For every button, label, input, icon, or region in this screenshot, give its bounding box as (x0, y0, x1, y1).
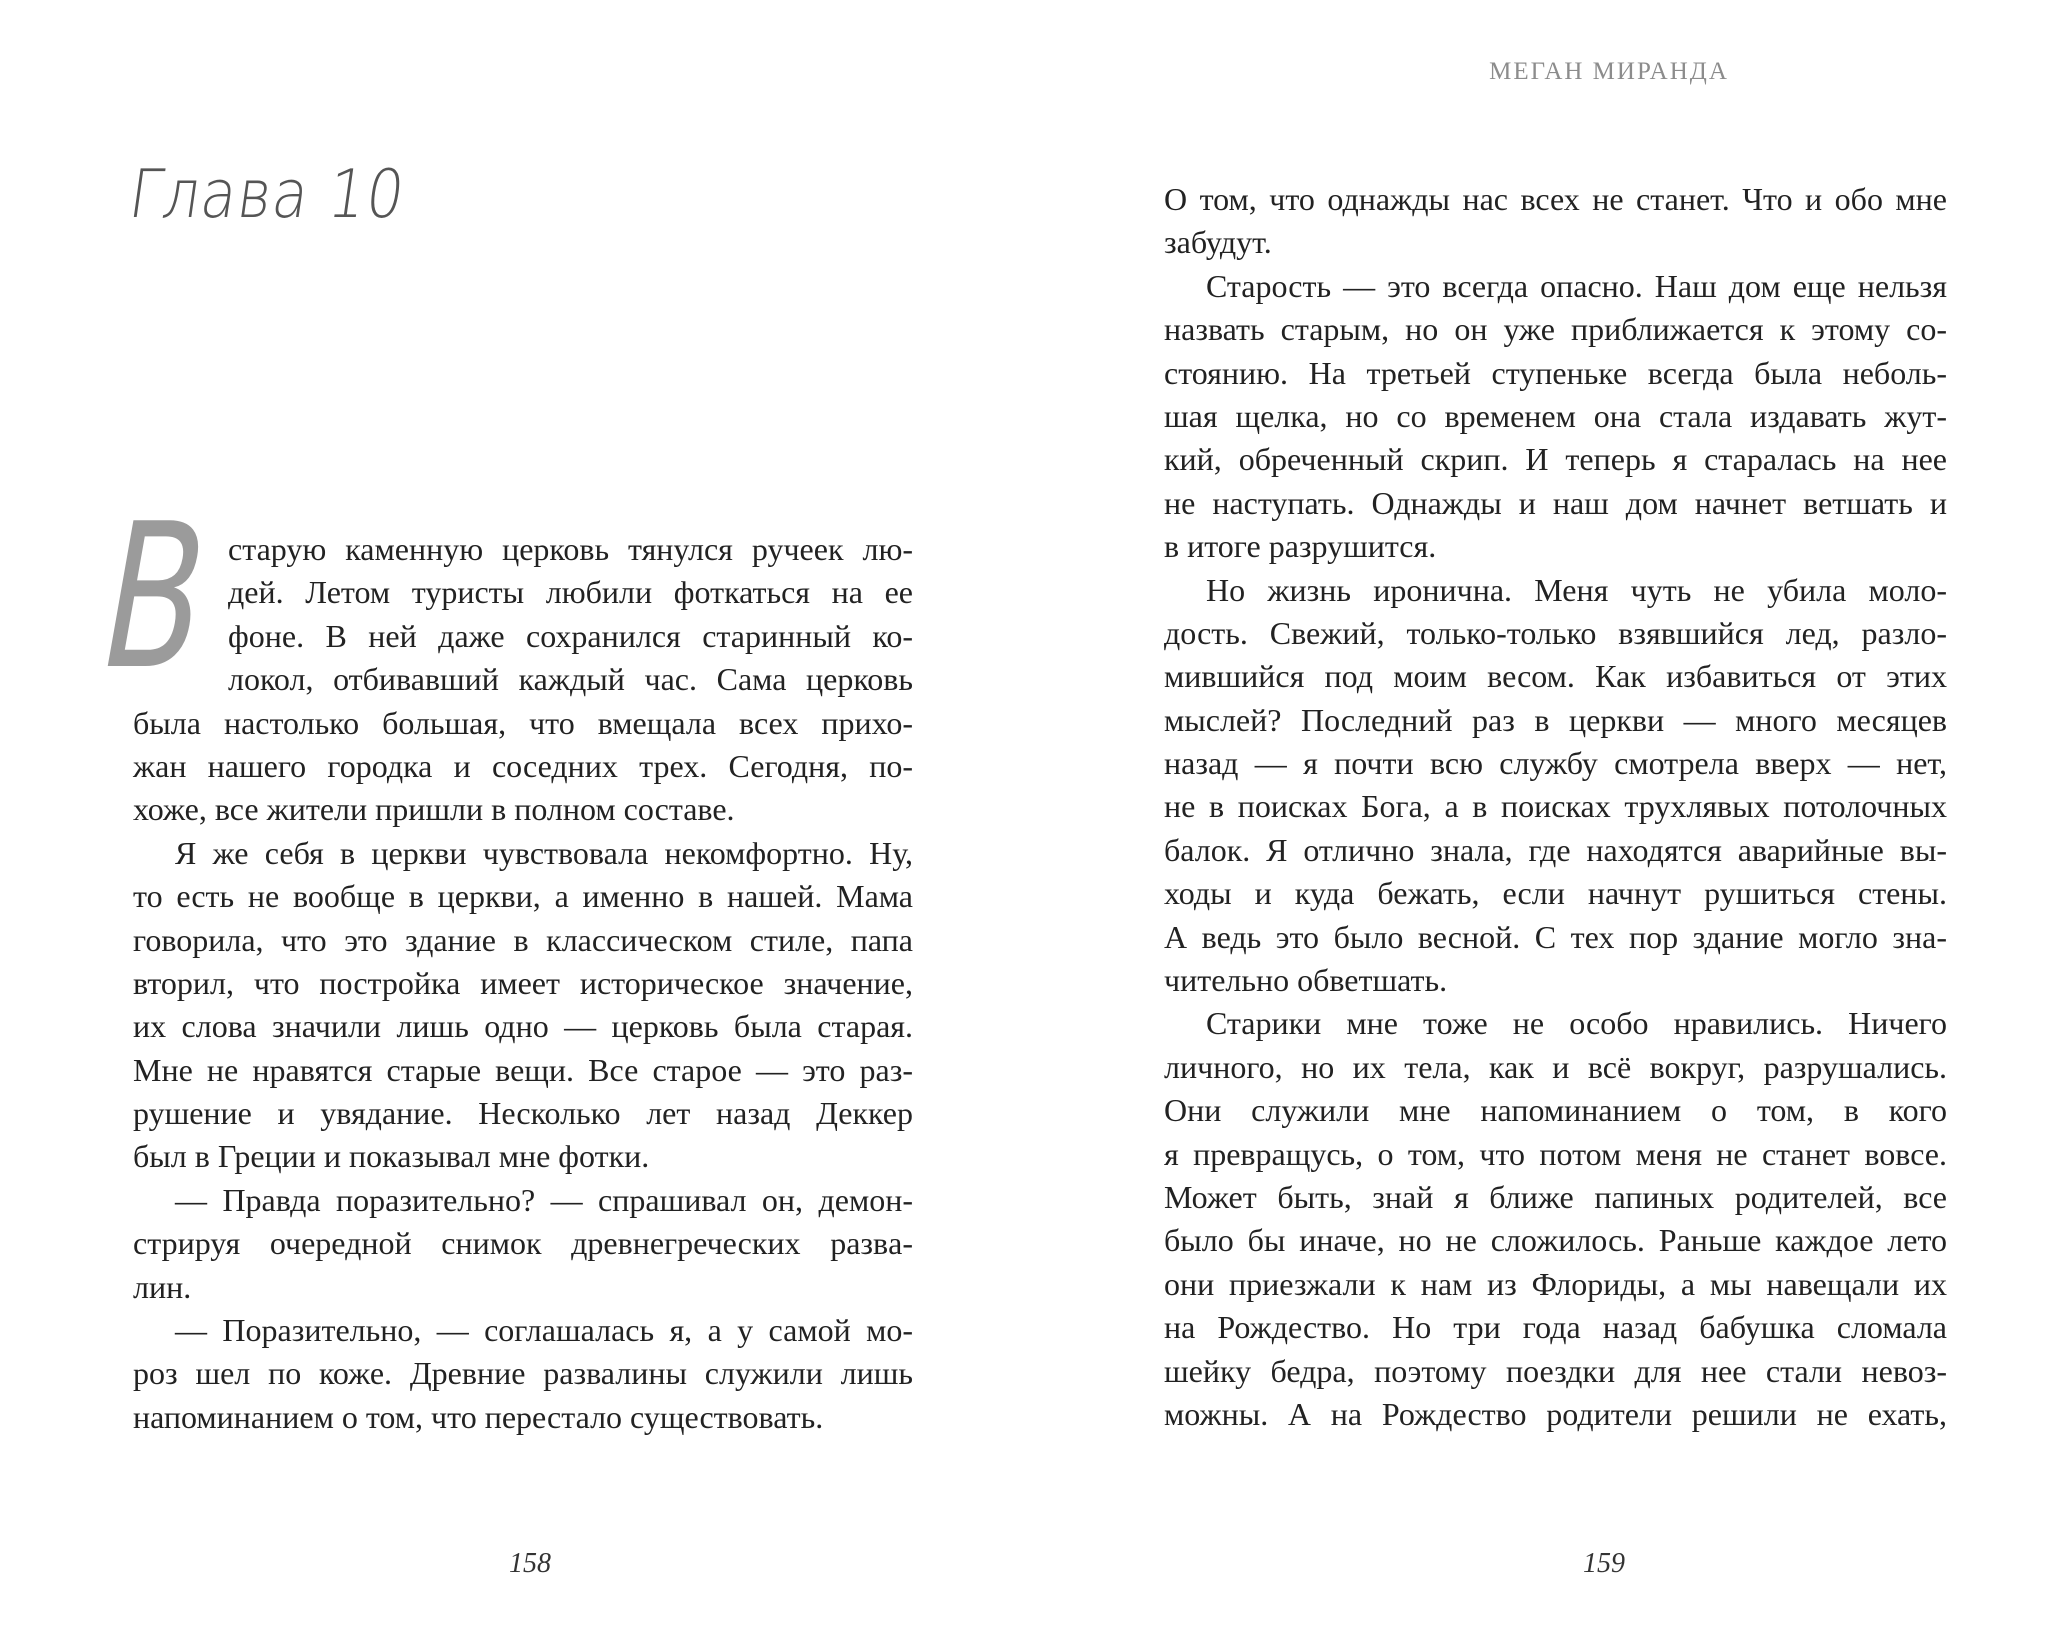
text-line: напоминанием о том, что перестало существовать. (133, 1398, 824, 1435)
text-line: роз шел по коже. Древние развалины служили лишь (133, 1355, 913, 1392)
text-line: жан нашего городка и соседних трех. Сегодня, по- (133, 747, 913, 784)
text-line: в итоге разрушится. (1164, 528, 1437, 565)
text-line: чительно обветшать. (1164, 962, 1448, 999)
text-line: не в поисках Бога, а в поисках трухлявых потолочных (1164, 788, 1947, 825)
text-line: дость. Свежий, только-только взявшийся лед, разло- (1164, 614, 1947, 651)
page-number: 159 (1583, 1548, 1625, 1579)
text-line: рушение и увядание. Несколько лет назад Деккер (133, 1095, 913, 1132)
text-line: стрируя очередной снимок древнегреческих развa- (133, 1225, 913, 1262)
text-line: — Правда поразительно? — спрашивал он, демон- (175, 1181, 913, 1218)
text-line: Может быть, знай я ближе папиных родителей, все (1164, 1178, 1947, 1215)
text-line: — Поразительно, — соглашалась я, а у самой мо- (175, 1312, 913, 1349)
text-line: хоже, все жители пришли в полном составе. (133, 791, 735, 828)
text-line: Старость — это всегда опасно. Наш дом еще нельзя (1206, 267, 1947, 304)
text-line: фоне. В ней даже сохранился старинный ко- (228, 617, 913, 654)
text-line: я превращусь, о том, что потом меня не станет вовсе. (1164, 1135, 1947, 1172)
text-line: не наступать. Однажды и наш дом начнет ветшать и (1164, 484, 1947, 521)
text-line: шая щелка, но со временем она стала издавать жут- (1164, 397, 1947, 434)
text-line: А ведь это было весной. С тех пор здание могло зна- (1164, 918, 1947, 955)
running-head: МЕГАН МИРАНДА (1489, 58, 1729, 85)
text-line: то есть не вообще в церкви, а именно в нашей. Мама (133, 878, 913, 915)
text-line: личного, но их тела, как и всё вокруг, разрушались. (1164, 1048, 1947, 1085)
text-line: на Рождество. Но три года назад бабушка сломала (1164, 1309, 1947, 1346)
text-line: мившийся под моим весом. Как избавиться от этих (1164, 658, 1947, 695)
page-number: 158 (509, 1548, 551, 1579)
text-line: Старики мне тоже не особо нравились. Ничего (1206, 1005, 1947, 1042)
text-line: ходы и куда бежать, если начнут рушиться стены. (1164, 875, 1947, 912)
drop-cap: В (85, 481, 226, 714)
text-line: Мне не нравятся старые вещи. Все старое — это раз- (133, 1051, 913, 1088)
text-line: было бы иначе, но не сложилось. Раньше каждое лето (1164, 1222, 1947, 1259)
right-page (1024, 0, 2048, 1638)
text-line: локол, отбивавший каждый час. Сама церковь (228, 661, 913, 698)
left-body-text (133, 528, 913, 1439)
text-line: кий, обреченный скрип. И теперь я старалась на нее (1164, 441, 1947, 478)
chapter-title: Глава 10 (124, 154, 411, 234)
text-line: назвать старым, но он уже приближается к этому со- (1164, 311, 1947, 348)
text-line: мыслей? Последний раз в церкви — много месяцев (1164, 701, 1947, 738)
text-line: они приезжали к нам из Флориды, а мы навещали их (1164, 1265, 1947, 1302)
text-line: Но жизнь иронична. Меня чуть не убила моло- (1206, 571, 1947, 608)
text-line: шейку бедра, поэтому поездки для нее стали невоз- (1164, 1352, 1947, 1389)
text-line: назад — я почти всю службу смотрела вверх — нет, (1164, 745, 1947, 782)
text-line: стоянию. На третьей ступеньке всегда была неболь- (1164, 354, 1947, 391)
text-line: Они служили мне напоминанием о том, в кого (1164, 1092, 1947, 1129)
text-line: вторил, что постройка имеет историческое значение, (133, 964, 913, 1001)
text-line: дей. Летом туристы любили фоткаться на ее (228, 574, 913, 611)
text-line: О том, что однажды нас всех не станет. Что и обо мне (1164, 181, 1947, 217)
text-line: лин. (133, 1268, 192, 1305)
text-line: был в Греции и показывал мне фотки. (133, 1138, 650, 1175)
text-line: Я же себя в церкви чувствовала некомфортно. Ну, (175, 834, 913, 871)
text-line: можны. А на Рождество родители решили не ехать, (1164, 1395, 1947, 1432)
text-line: балок. Я отлично знала, где находятся аварийные вы- (1164, 831, 1947, 868)
text-line: была настолько большая, что вмещала всех прихо- (133, 704, 913, 741)
text-line: говорила, что это здание в классическом стиле, папа (133, 921, 913, 958)
text-line: их слова значили лишь одно — церковь была старая. (133, 1008, 913, 1045)
right-body-text (1164, 178, 1947, 1436)
text-line: старую каменную церковь тянулся ручеек лю- (228, 531, 913, 567)
text-line: забудут. (1164, 224, 1272, 261)
